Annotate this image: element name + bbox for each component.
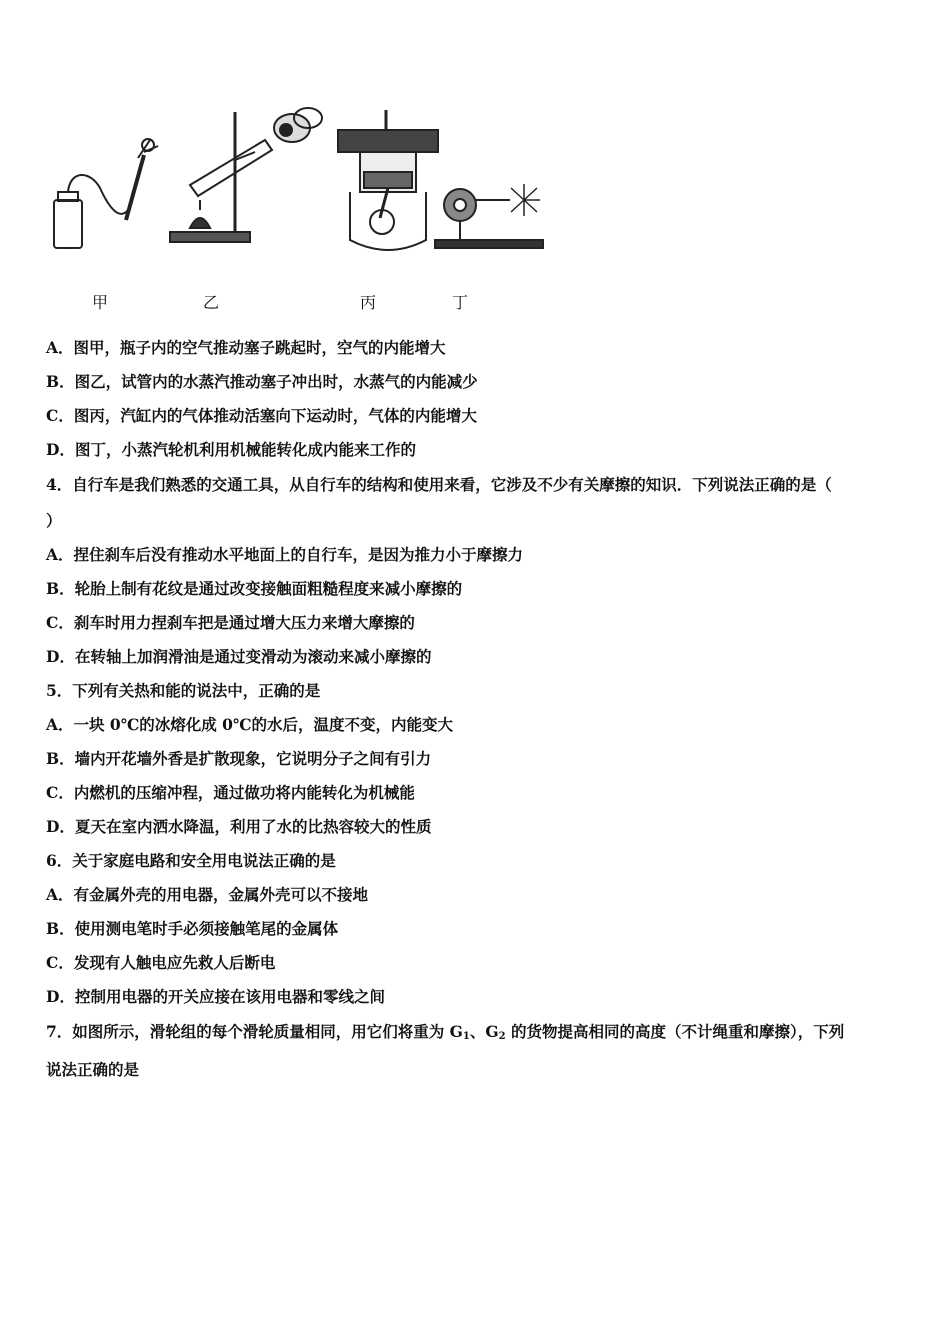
q3-option-c: C．图丙，汽缸内的气体推动活塞向下运动时，气体的内能增大	[46, 406, 477, 425]
q3-option-d: D．图丁，小蒸汽轮机利用机械能转化成内能来工作的	[46, 440, 416, 459]
q7-stem-part-c: 的货物提高相同的高度（不计绳重和摩擦），下列	[505, 1022, 845, 1041]
q7-stem-cont: 说法正确的是	[46, 1060, 140, 1079]
figure-label-yi: 乙	[203, 293, 220, 312]
q4-option-d: D．在转轴上加润滑油是通过变滑动为滚动来减小摩擦的	[46, 647, 432, 666]
q3-option-a: A．图甲，瓶子内的空气推动塞子跳起时，空气的内能增大	[46, 338, 446, 357]
figure-label-ding: 丁	[452, 293, 469, 312]
q5-option-b: B．墙内开花墙外香是扩散现象，它说明分子之间有引力	[46, 749, 432, 768]
q5-option-d: D．夏天在室内洒水降温，利用了水的比热容较大的性质	[46, 817, 432, 836]
figure-bing-engine	[338, 110, 438, 250]
figure-label-bing: 丙	[360, 293, 377, 312]
experiment-figure	[40, 100, 560, 260]
q7-stem-part-b: 、G	[469, 1022, 499, 1041]
q7-sub-2: 2	[498, 1031, 506, 1042]
q6-option-c: C．发现有人触电应先救人后断电	[46, 953, 276, 972]
q6-option-a: A．有金属外壳的用电器，金属外壳可以不接地	[46, 885, 369, 904]
q3-option-b: B．图乙，试管内的水蒸汽推动塞子冲出时，水蒸气的内能减少	[46, 372, 478, 391]
q4-option-a: A．捏住刹车后没有推动水平地面上的自行车，是因为推力小于摩擦力	[46, 545, 524, 564]
q6-option-d: D．控制用电器的开关应接在该用电器和零线之间	[46, 987, 385, 1006]
q6-option-b: B．使用测电笔时手必须接触笔尾的金属体	[46, 919, 339, 938]
figure-label-jia: 甲	[92, 293, 109, 312]
q5-option-c: C．内燃机的压缩冲程，通过做功将内能转化为机械能	[46, 783, 415, 802]
q4-option-b: B．轮胎上制有花纹是通过改变接触面粗糙程度来减小摩擦的	[46, 579, 463, 598]
q5-option-a: A．一块 0℃的冰熔化成 0℃的水后，温度不变，内能变大	[46, 715, 454, 734]
figure-yi-test-tube	[170, 108, 322, 242]
q4-stem-cont: ）	[46, 511, 62, 530]
q4-stem: 4．自行车是我们熟悉的交通工具，从自行车的结构和使用来看，它涉及不少有关摩擦的知识．下列说法正确的是（	[46, 475, 832, 494]
q7-stem-part-a: 7．如图所示，滑轮组的每个滑轮质量相同，用它们将重为 G	[46, 1022, 463, 1041]
figure-ding-turbine	[435, 184, 543, 248]
figure-jia-bottle-pump	[54, 139, 158, 248]
q6-stem: 6．关于家庭电路和安全用电说法正确的是	[46, 851, 336, 870]
q4-option-c: C．刹车时用力捏刹车把是通过增大压力来增大摩擦的	[46, 613, 415, 632]
q7-stem	[46, 1020, 844, 1042]
q5-stem: 5．下列有关热和能的说法中，正确的是	[46, 681, 321, 700]
q7-sub-1: 1	[462, 1031, 470, 1042]
